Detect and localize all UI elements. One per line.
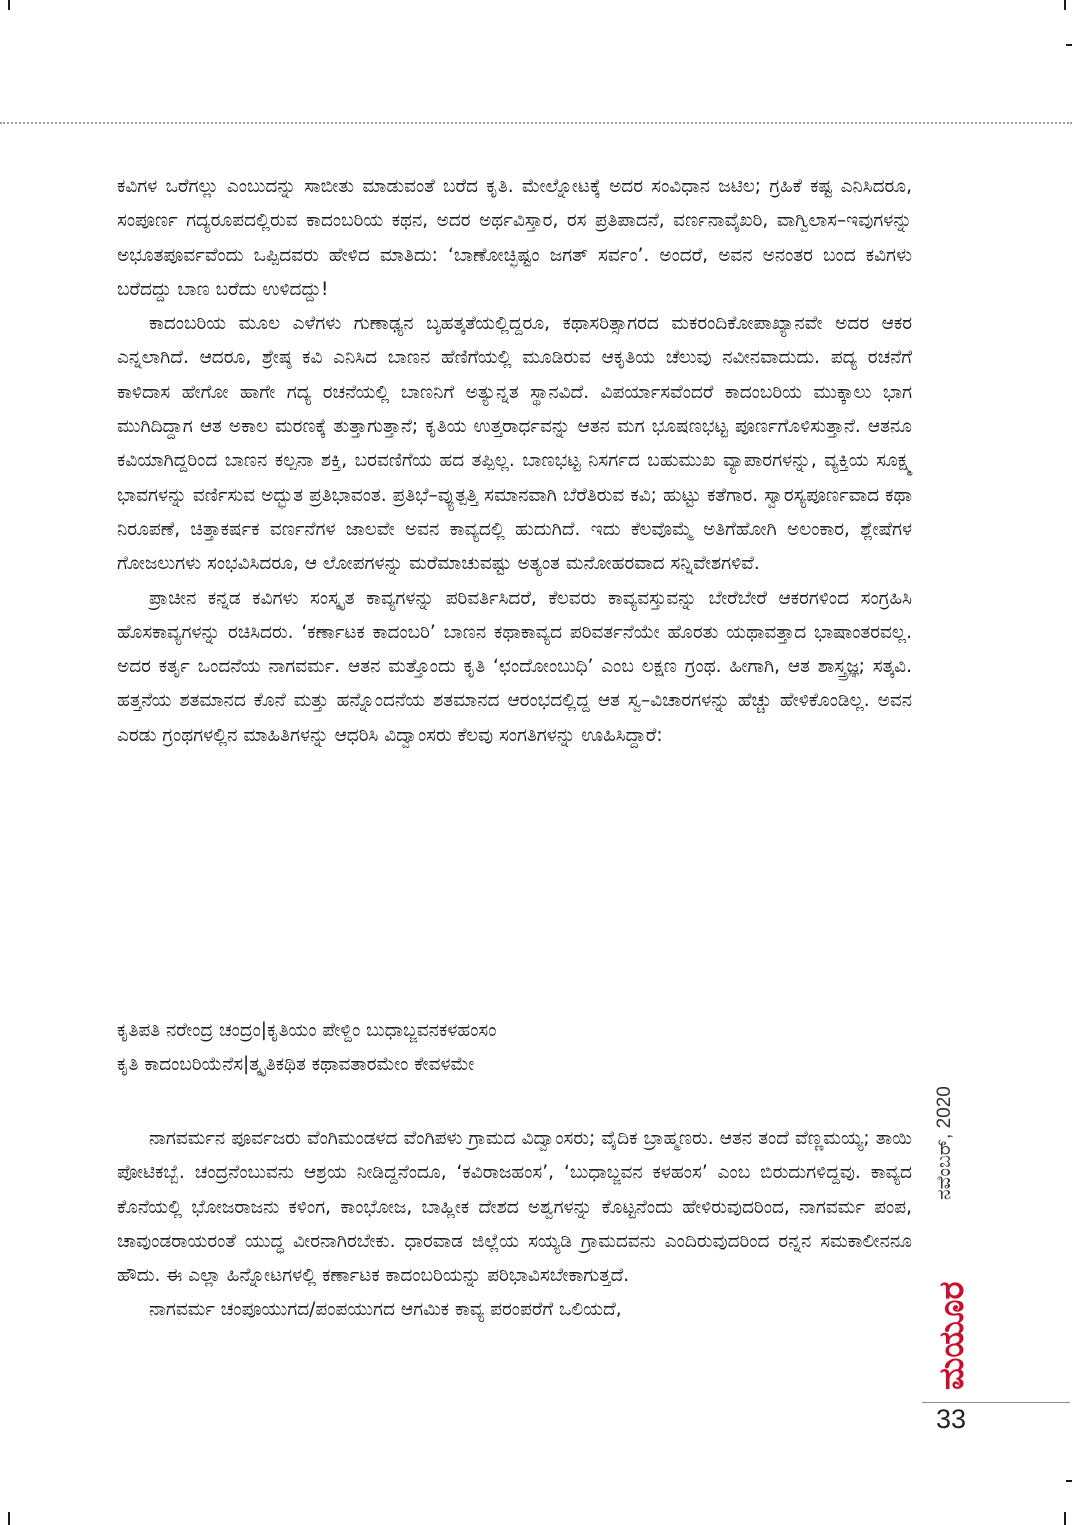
article-paragraph: ಪ್ರಾಚೀನ ಕನ್ನಡ ಕವಿಗಳು ಸಂಸ್ಕೃತ ಕಾವ್ಯಗಳನ್ನು ಪರಿವರ್ತಿಸಿದರೆ, ಕೆಲವರು ಕಾವ್ಯವಸ್ತುವನ್ನು ಬೇರೆಬೇರೆ ಆಕರಗಳಿಂದ ಸಂಗ್ರಹಿಸಿ ಹೊಸಕಾವ್ಯಗಳನ್ನು ರಚಿಸಿದರು. ‘ಕರ್ಣಾಟಕ ಕಾದಂಬರಿ’ ಬಾಣನ ಕಥಾಕಾವ್ಯದ ಪರಿವರ್ತನೆಯೇ ಹೊರತು ಯಥಾವತ್ತಾದ ಭಾಷಾಂತರವಲ್ಲ. ಅದರ ಕರ್ತೃ ಒಂದನೆಯ ನಾಗವರ್ಮ. ಆತನ ಮತ್ತೊಂದು ಕೃತಿ ‘ಛಂದೋಂಬುಧಿ’ ಎಂಬ ಲಕ್ಷಣ ಗ್ರಂಥ. ಹೀಗಾಗಿ, ಆತ ಶಾಸ್ತ್ರಜ್ಞ; ಸತ್ಕವಿ. ಹತ್ತನೆಯ ಶತಮಾನದ ಕೊನೆ ಮತ್ತು ಹನ್ನೊಂದನೆಯ ಶತಮಾನದ ಆರಂಭದಲ್ಲಿದ್ದ ಆತ ಸ್ವ–ವಿಚಾರಗಳನ್ನು ಹೆಚ್ಚು ಹೇಳಿಕೊಂಡಿಲ್ಲ. ಅವನ ಎರಡು ಗ್ರಂಥಗಳಲ್ಲಿನ ಮಾಹಿತಿಗಳನ್ನು ಆಧರಿಸಿ ವಿದ್ವಾಂಸರು ಕೆಲವು ಸಂಗತಿಗಳನ್ನು ಊಹಿಸಿದ್ದಾರೆ:: [117, 587, 912, 746]
crop-mark-bottom-left: [8, 1512, 10, 1525]
crop-mark-top-left: [8, 0, 10, 10]
article-body: [117, 170, 912, 753]
folio-rule: [922, 1402, 1070, 1403]
verse-line: ಕೃತಿಪತಿ ನರೇಂದ್ರ ಚಂದ್ರಂ|ಕೃತಿಯಂ ಪೇಳ್ದಿಂ ಬುಧಾಬ್ಜವನಕಳಹಂಸಂ: [117, 1020, 497, 1041]
article-paragraph: ನಾಗವರ್ಮ ಚಂಪೂಯುಗದ/ಪಂಪಯುಗದ ಆಗಮಿಕ ಕಾವ್ಯ ಪರಂಪರೆಗೆ ಒಲಿಯದೆ,: [149, 1299, 622, 1321]
magazine-logo: ಮಯೂರ: [932, 1281, 972, 1390]
article-paragraph: ನಾಗವರ್ಮನ ಪೂರ್ವಜರು ವೆಂಗಿಮಂಡಳದ ವೆಂಗಿಪಳು ಗ್ರಾಮದ ವಿದ್ವಾಂಸರು; ವೈದಿಕ ಬ್ರಾಹ್ಮಣರು. ಆತನ ತಂದೆ ವೆಣ್ಣಮಯ್ಯ; ತಾಯಿ ಪೋಟಿಕಬ್ಬೆ. ಚಂದ್ರನೆಂಬುವನು ಆಶ್ರಯ ನೀಡಿದ್ದನೆಂದೂ, ‘ಕವಿರಾಜಹಂಸ’, ‘ಬುಧಾಬ್ಜವನ ಕಳಹಂಸ’ ಎಂಬ ಬಿರುದುಗಳಿದ್ದವು. ಕಾವ್ಯದ ಕೊನೆಯಲ್ಲಿ ಭೋಜರಾಜನು ಕಳಿಂಗ, ಕಾಂಭೋಜ, ಬಾಹ್ಲೀಕ ದೇಶದ ಅಶ್ವಗಳನ್ನು ಕೊಟ್ಟನೆಂದು ಹೇಳಿರುವುದರಿಂದ, ನಾಗವರ್ಮ ಪಂಪ, ಚಾವುಂಡರಾಯರಂತೆ ಯುದ್ಧ ವೀರನಾಗಿರಬೇಕು. ಧಾರವಾಡ ಜಿಲ್ಲೆಯ ಸಯ್ಯಡಿ ಗ್ರಾಮದವನು ಎಂದಿರುವುದರಿಂದ ರನ್ನನ ಸಮಕಾಲೀನನೂ ಹೌದು. ಈ ಎಲ್ಲಾ ಹಿನ್ನೋಟಗಳಲ್ಲಿ ಕರ್ಣಾಟಕ ಕಾದಂಬರಿಯನ್ನು ಪರಿಭಾವಿಸಬೇಕಾಗುತ್ತದೆ.: [117, 1128, 912, 1287]
quoted-verse: [117, 1014, 912, 1083]
crop-mark-bottom-right: [1064, 1512, 1066, 1525]
issue-date: ನವೆಂಬರ್, 2020: [934, 1086, 955, 1200]
crop-mark-top-right-h: [1066, 44, 1072, 46]
crop-mark-bottom-right-h: [1066, 1480, 1072, 1482]
article-paragraph: ಕಾದಂಬರಿಯ ಮೂಲ ಎಳೆಗಳು ಗುಣಾಢ್ಯನ ಬೃಹತ್ಕತೆಯಲ್ಲಿದ್ದರೂ, ಕಥಾಸರಿತ್ಸಾಗರದ ಮಕರಂದಿಕೋಪಾಖ್ಯಾನವೇ ಅದರ ಆಕರ ಎನ್ನಲಾಗಿದೆ. ಆದರೂ, ಶ್ರೇಷ್ಠ ಕವಿ ಎನಿಸಿದ ಬಾಣನ ಹೆಣಿಗೆಯಲ್ಲಿ ಮೂಡಿರುವ ಆಕೃತಿಯ ಚೆಲುವು ನವೀನವಾದುದು. ಪದ್ಯ ರಚನೆಗೆ ಕಾಳಿದಾಸ ಹೇಗೋ ಹಾಗೇ ಗದ್ಯ ರಚನೆಯಲ್ಲಿ ಬಾಣನಿಗೆ ಅತ್ಯುನ್ನತ ಸ್ಥಾನವಿದೆ. ವಿಪರ್ಯಾಸವೆಂದರೆ ಕಾದಂಬರಿಯ ಮುಕ್ಕಾಲು ಭಾಗ ಮುಗಿದಿದ್ದಾಗ ಆತ ಅಕಾಲ ಮರಣಕ್ಕೆ ತುತ್ತಾಗುತ್ತಾನೆ; ಕೃತಿಯ ಉತ್ತರಾರ್ಧವನ್ನು ಆತನ ಮಗ ಭೂಷಣಭಟ್ಟ ಪೂರ್ಣಗೊಳಿಸುತ್ತಾನೆ. ಆತನೂ ಕವಿಯಾಗಿದ್ದರಿಂದ ಬಾಣನ ಕಲ್ಪನಾ ಶಕ್ತಿ, ಬರವಣಿಗೆಯ ಹದ ತಪ್ಪಿಲ್ಲ. ಬಾಣಭಟ್ಟ ನಿಸರ್ಗದ ಬಹುಮುಖ ವ್ಯಾಪಾರಗಳನ್ನು, ವ್ಯಕ್ತಿಯ ಸೂಕ್ಷ್ಮ ಭಾವಗಳನ್ನು ವರ್ಣಿಸುವ ಅದ್ಭುತ ಪ್ರತಿಭಾವಂತ. ಪ್ರತಿಭೆ–ವ್ಯುತ್ಪತ್ತಿ ಸಮಾನವಾಗಿ ಬೆರೆತಿರುವ ಕವಿ; ಹುಟ್ಟು ಕತೆಗಾರ. ಸ್ವಾರಸ್ಯಪೂರ್ಣವಾದ ಕಥಾ ನಿರೂಪಣೆ, ಚಿತ್ತಾಕರ್ಷಕ ವರ್ಣನೆಗಳ ಜಾಲವೇ ಅವನ ಕಾವ್ಯದಲ್ಲಿ ಹುದುಗಿದೆ. ಇದು ಕೆಲವೊಮ್ಮೆ ಅತಿಗೆಹೋಗಿ ಅಲಂಕಾರ, ಶ್ಲೇಷೆಗಳ ಗೋಜಲುಗಳು ಸಂಭವಿಸಿದರೂ, ಆ ಲೋಪಗಳನ್ನು ಮರೆಮಾಚುವಷ್ಟು ಅತ್ಯಂತ ಮನೋಹರವಾದ ಸನ್ನಿವೇಶಗಳಿವೆ.: [117, 313, 912, 575]
crop-mark-top-right: [1064, 0, 1066, 10]
article-paragraph: ಕವಿಗಳ ಒರೆಗಲ್ಲು ಎಂಬುದನ್ನು ಸಾಬೀತು ಮಾಡುವಂತೆ ಬರೆದ ಕೃತಿ. ಮೇಲ್ನೋಟಕ್ಕೆ ಅದರ ಸಂವಿಧಾನ ಜಟಿಲ; ಗ್ರಹಿಕೆ ಕಷ್ಟ ಎನಿಸಿದರೂ, ಸಂಪೂರ್ಣ ಗದ್ಯರೂಪದಲ್ಲಿರುವ ಕಾದಂಬರಿಯ ಕಥನ, ಅದರ ಅರ್ಥವಿಸ್ತಾರ, ರಸ ಪ್ರತಿಪಾದನೆ, ವರ್ಣನಾವೈಖರಿ, ವಾಗ್ವಿಲಾಸ–ಇವುಗಳನ್ನು ಅಭೂತಪೂರ್ವವೆಂದು ಒಪ್ಪಿದವರು ಹೇಳಿದ ಮಾತಿದು: ‘ಬಾಣೋಚ್ಛಿಷ್ಟಂ ಜಗತ್ ಸರ್ವಂ’. ಅಂದರೆ, ಅವನ ಅನಂತರ ಬಂದ ಕವಿಗಳು ಬರೆದದ್ದು ಬಾಣ ಬರೆದು ಉಳಿದದ್ದು!: [117, 176, 912, 300]
article-body-continued: [117, 1122, 912, 1328]
verse-line: ಕೃತಿ ಕಾದಂಬರಿಯೆನೆಸ|ತ್ಕೃತಿಕಥಿತ ಕಥಾವತಾರಮೇಂ ಕೇವಳಮೇ: [117, 1054, 475, 1076]
page-number: 33: [936, 1404, 967, 1434]
header-dotted-rule: [0, 122, 1072, 124]
